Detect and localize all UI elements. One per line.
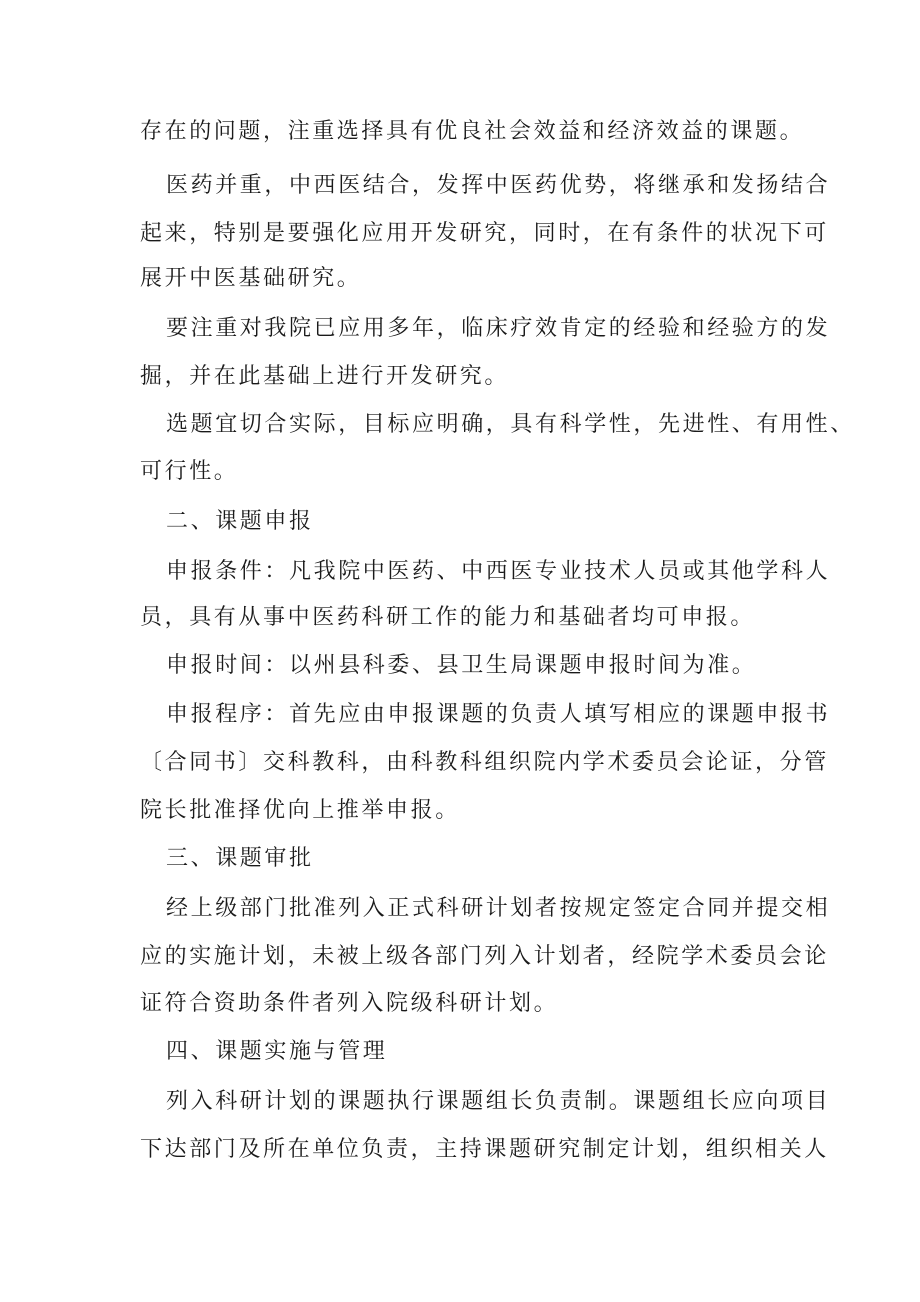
paragraph-line: 存在的问题，注重选择具有优良社会效益和经济效益的课题。 (140, 119, 805, 144)
paragraph-line: 应的实施计划，未被上级各部门列入计划者，经院学术委员会论 (140, 944, 829, 969)
paragraph-line: 员，具有从事中医药科研工作的能力和基础者均可申报。 (140, 605, 756, 630)
paragraph-line: 下达部门及所在单位负责，主持课题研究制定计划，组织相关人 (140, 1137, 829, 1162)
paragraph-line: 列入科研计划的课题执行课题组长负责制。课题组长应向项目 (166, 1089, 831, 1114)
section-heading: 四、课题实施与管理 (166, 1039, 388, 1064)
paragraph-line: 申报时间：以州县科委、县卫生局课题申报时间为准。 (166, 653, 757, 678)
paragraph-line: 经上级部门批准列入正式科研计划者按规定签定合同并提交相 (166, 896, 831, 921)
paragraph-line: 〔合同书〕交科教科，由科教科组织院内学术委员会论证，分管 (140, 750, 829, 775)
paragraph-line: 院长批准择优向上推举申报。 (140, 798, 460, 823)
paragraph-line: 起来，特别是要强化应用开发研究，同时，在有条件的状况下可 (140, 221, 829, 246)
paragraph-line: 掘，并在此基础上进行开发研究。 (140, 364, 510, 389)
paragraph-line: 证符合资助条件者列入院级科研计划。 (140, 991, 559, 1016)
paragraph-line: 要注重对我院已应用多年，临床疗效肯定的经验和经验方的发 (166, 316, 831, 341)
section-heading: 三、课题审批 (166, 846, 314, 871)
paragraph-line: 医药并重，中西医结合，发挥中医药优势，将继承和发扬结合 (166, 173, 831, 198)
paragraph-line: 选题宜切合实际，目标应明确，具有科学性，先进性、有用性、 (166, 412, 855, 437)
paragraph-line: 申报条件：凡我院中医药、中西医专业技术人员或其他学科人 (166, 559, 831, 584)
paragraph-line: 展开中医基础研究。 (140, 266, 362, 291)
paragraph-line: 可行性。 (140, 459, 239, 484)
section-heading: 二、课题申报 (166, 509, 314, 534)
paragraph-line: 申报程序：首先应由申报课题的负责人填写相应的课题申报书 (166, 702, 831, 727)
